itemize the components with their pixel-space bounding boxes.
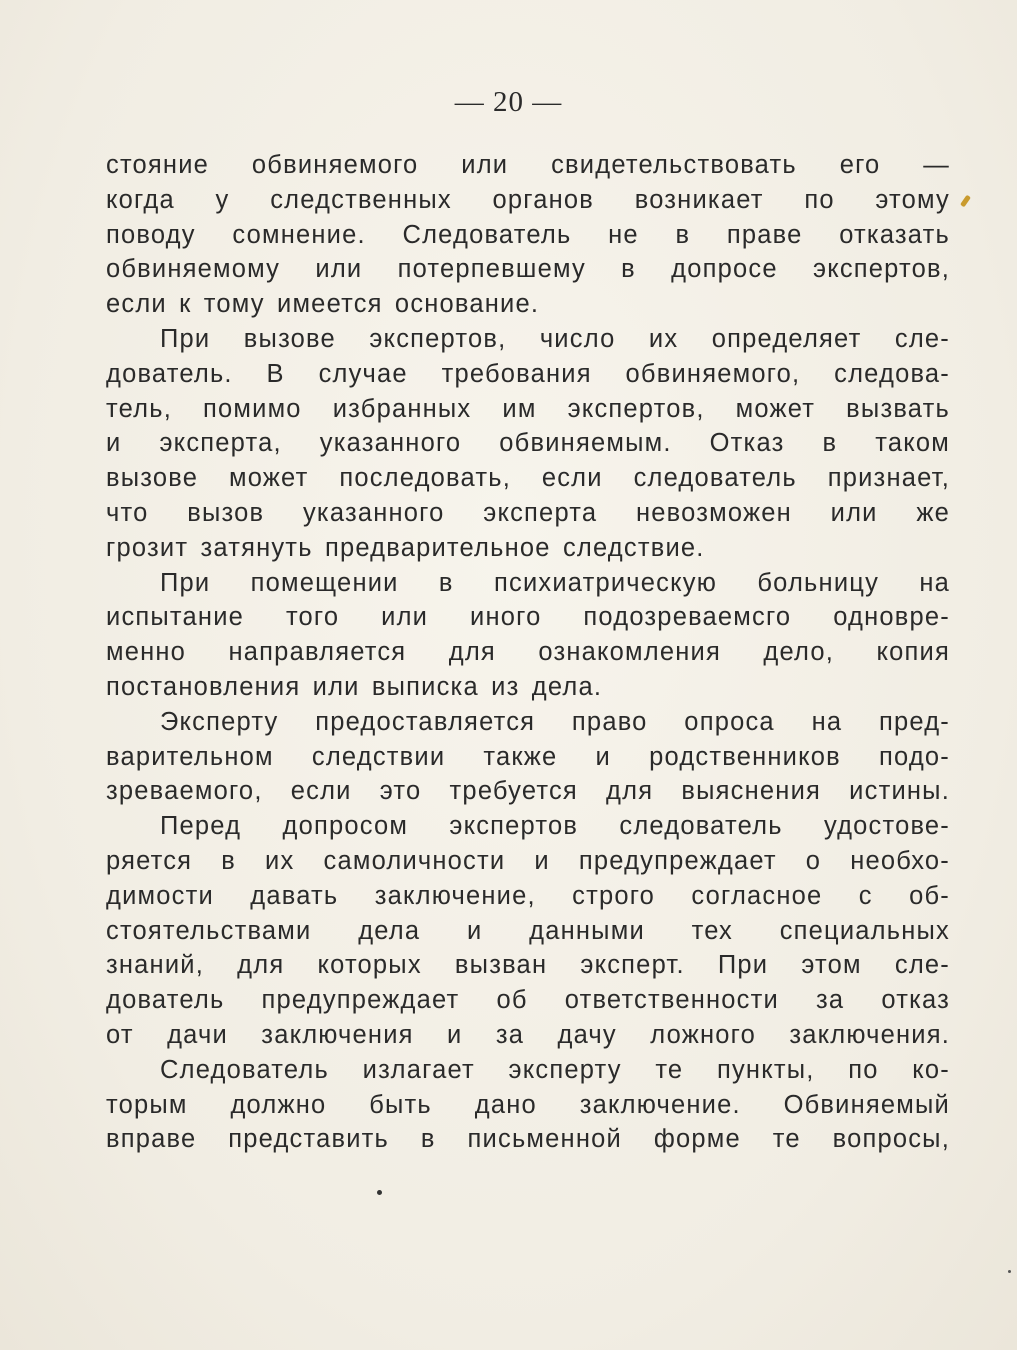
- body-text: [106, 148, 950, 1157]
- text-line: При вызове экспертов, число их определяет сле-: [160, 324, 950, 353]
- text-line: ряется в их самоличности и предупреждает о необхо-: [106, 846, 950, 875]
- text-line: торым должно быть дано заключение. Обвиняемый: [106, 1090, 950, 1119]
- text-line: когда у следственных органов возникает по этому: [106, 185, 950, 214]
- text-line: и эксперта, указанного обвиняемым. Отказ в таком: [106, 429, 950, 458]
- ink-dot: [377, 1190, 382, 1195]
- text-line: поводу сомнение. Следователь не в праве отказать: [106, 220, 950, 249]
- text-line: стоятельствами дела и данными тех специальных: [106, 916, 950, 945]
- text-line: знаний, для которых вызван эксперт. При этом сле-: [106, 951, 950, 980]
- text-line: варительном следствии также и родственников подо-: [106, 742, 950, 771]
- text-line: Следователь излагает эксперту те пункты, по ко-: [160, 1055, 950, 1084]
- text-line: тель, помимо избранных им экспертов, может вызвать: [106, 394, 950, 423]
- text-line: дователь. В случае требования обвиняемого, следова-: [106, 359, 950, 388]
- ink-mark: [960, 195, 971, 208]
- text-line: обвиняемому или потерпевшему в допросе экспертов,: [106, 255, 950, 284]
- text-line: от дачи заключения и за дачу ложного заключения.: [106, 1020, 950, 1049]
- text-line: испытание того или иного подозреваемсго одновре-: [106, 603, 950, 632]
- paper-speck: [1008, 1270, 1011, 1273]
- text-line: зреваемого, если это требуется для выяснения истины.: [106, 777, 950, 806]
- text-line: Перед допросом экспертов следователь удостове-: [160, 812, 950, 841]
- page-number: — 20 —: [454, 86, 563, 118]
- text-line: димости давать заключение, строго согласное с об-: [106, 881, 950, 910]
- text-line: дователь предупреждает об ответственности за отказ: [106, 986, 950, 1015]
- text-line: При помещении в психиатрическую больницу на: [160, 568, 950, 597]
- text-line: вправе представить в письменной форме те вопросы,: [106, 1125, 950, 1154]
- text-line: Эксперту предоставляется право опроса на пред-: [160, 707, 950, 736]
- text-line: постановления или выписка из дела.: [106, 672, 603, 701]
- text-line: вызове может последовать, если следователь признает,: [106, 464, 950, 493]
- text-line: грозит затянуть предварительное следствие.: [106, 533, 705, 562]
- text-line: менно направляется для ознакомления дело, копия: [106, 638, 950, 667]
- text-line: стояние обвиняемого или свидетельствовать его —: [106, 151, 950, 179]
- text-line: что вызов указанного эксперта невозможен или же: [106, 498, 950, 527]
- text-line: если к тому имеется основание.: [106, 290, 540, 319]
